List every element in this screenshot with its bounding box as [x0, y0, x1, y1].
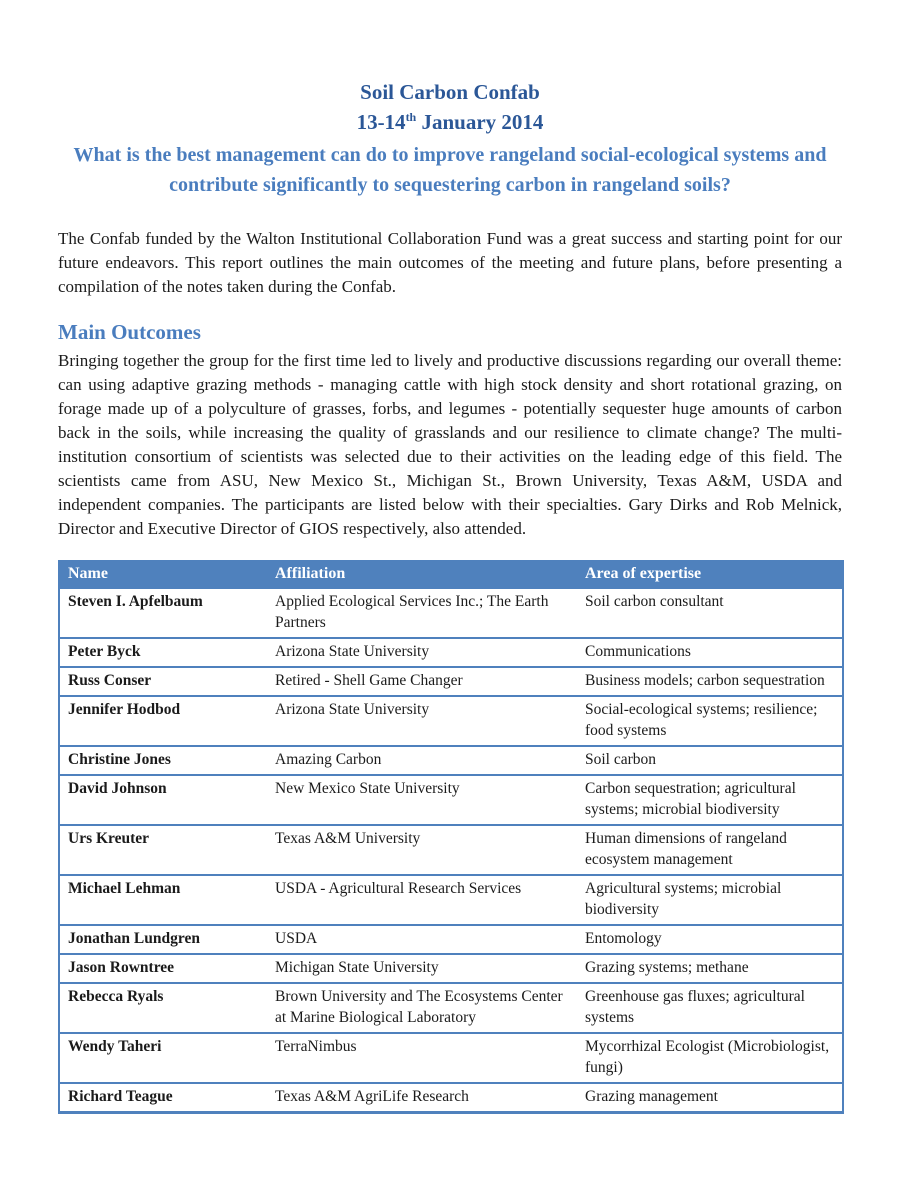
cell-affiliation: Texas A&M University [267, 825, 577, 875]
cell-affiliation: Michigan State University [267, 954, 577, 983]
document-date [58, 108, 842, 136]
participants-table-body [59, 588, 843, 1113]
cell-expertise: Greenhouse gas fluxes; agricultural systems [577, 983, 843, 1033]
cell-expertise: Soil carbon [577, 746, 843, 775]
cell-affiliation: Arizona State University [267, 638, 577, 667]
document-question-heading: What is the best management can do to improve rangeland social-ecological systems and contribute significantly to sequestering carbon in rangeland soils? [73, 144, 827, 196]
table-row [59, 696, 843, 746]
main-outcomes-heading: Main Outcomes [58, 320, 201, 344]
intro-paragraph: The Confab funded by the Walton Institutional Collaboration Fund was a great success and starting point for our future endeavors. This report outlines the main outcomes of the meeting and future plans, before presenting a compilation of the notes taken during the Confab. [58, 229, 842, 296]
table-row [59, 825, 843, 875]
column-header-name: Name [59, 561, 267, 588]
table-row [59, 746, 843, 775]
cell-expertise: Grazing management [577, 1083, 843, 1113]
cell-name: Jonathan Lundgren [59, 925, 267, 954]
document-title: Soil Carbon Confab [360, 80, 540, 104]
cell-affiliation: Retired - Shell Game Changer [267, 667, 577, 696]
cell-expertise: Grazing systems; methane [577, 954, 843, 983]
table-row [59, 638, 843, 667]
cell-expertise: Carbon sequestration; agricultural systems; microbial biodiversity [577, 775, 843, 825]
cell-expertise: Communications [577, 638, 843, 667]
table-row [59, 983, 843, 1033]
cell-affiliation: TerraNimbus [267, 1033, 577, 1083]
cell-affiliation: Texas A&M AgriLife Research [267, 1083, 577, 1113]
table-row [59, 1083, 843, 1113]
cell-name: David Johnson [59, 775, 267, 825]
table-row [59, 925, 843, 954]
cell-name: Steven I. Apfelbaum [59, 588, 267, 638]
main-outcomes-paragraph: Bringing together the group for the first time led to lively and productive discussions regarding our overall theme: can using adaptive grazing methods - managing cattle with high stock density and short rotational grazing, on forage made up of a polyculture of grasses, forbs, and legumes - potentially sequester huge amounts of carbon back in the soils, while increasing the quality of grasslands and our resilience to climate change? The multi-institution consortium of scientists was selected due to their activities on the leading edge of this field. The scientists came from ASU, New Mexico St., Michigan St., Brown University, Texas A&M, USDA and independent companies. The participants are listed below with their specialties. Gary Dirks and Rob Melnick, Director and Executive Director of GIOS respectively, also attended. [58, 351, 842, 538]
cell-name: Russ Conser [59, 667, 267, 696]
table-row [59, 588, 843, 638]
cell-name: Richard Teague [59, 1083, 267, 1113]
cell-name: Wendy Taheri [59, 1033, 267, 1083]
cell-affiliation: Applied Ecological Services Inc.; The Earth Partners [267, 588, 577, 638]
table-row [59, 775, 843, 825]
cell-expertise: Mycorrhizal Ecologist (Microbiologist, fungi) [577, 1033, 843, 1083]
column-header-expertise: Area of expertise [577, 561, 843, 588]
date-ordinal: th [405, 110, 417, 124]
table-row [59, 954, 843, 983]
column-header-affiliation: Affiliation [267, 561, 577, 588]
participants-table [58, 560, 844, 1114]
cell-name: Urs Kreuter [59, 825, 267, 875]
table-row [59, 875, 843, 925]
document-page [58, 0, 842, 1114]
cell-expertise: Soil carbon consultant [577, 588, 843, 638]
table-header-row [59, 561, 843, 588]
cell-expertise: Entomology [577, 925, 843, 954]
cell-expertise: Business models; carbon sequestration [577, 667, 843, 696]
cell-affiliation: USDA [267, 925, 577, 954]
cell-name: Peter Byck [59, 638, 267, 667]
cell-name: Christine Jones [59, 746, 267, 775]
cell-name: Rebecca Ryals [59, 983, 267, 1033]
cell-name: Jennifer Hodbod [59, 696, 267, 746]
cell-affiliation: New Mexico State University [267, 775, 577, 825]
cell-affiliation: Brown University and The Ecosystems Center at Marine Biological Laboratory [267, 983, 577, 1033]
cell-name: Michael Lehman [59, 875, 267, 925]
cell-affiliation: Arizona State University [267, 696, 577, 746]
table-row [59, 1033, 843, 1083]
cell-affiliation: USDA - Agricultural Research Services [267, 875, 577, 925]
cell-expertise: Human dimensions of rangeland ecosystem management [577, 825, 843, 875]
cell-expertise: Agricultural systems; microbial biodiversity [577, 875, 843, 925]
date-range: 13-14 [356, 110, 406, 134]
date-rest: January 2014 [416, 110, 544, 134]
cell-expertise: Social-ecological systems; resilience; food systems [577, 696, 843, 746]
cell-name: Jason Rowntree [59, 954, 267, 983]
cell-affiliation: Amazing Carbon [267, 746, 577, 775]
table-row [59, 667, 843, 696]
